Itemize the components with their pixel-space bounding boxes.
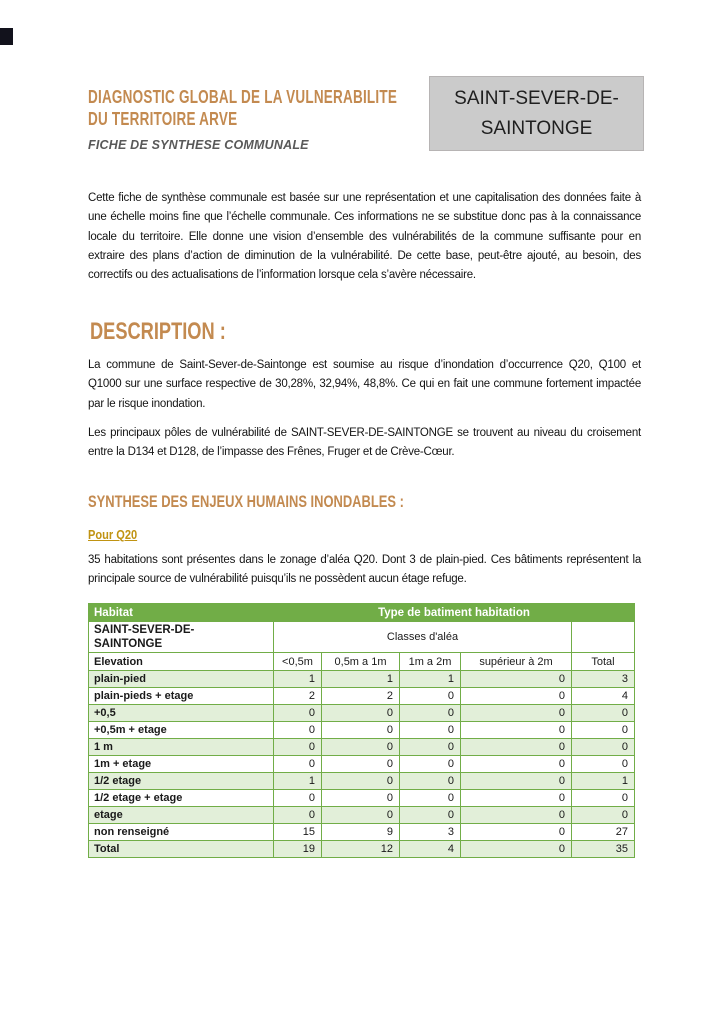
value-cell: 0 — [274, 790, 322, 807]
value-cell: 35 — [572, 841, 635, 858]
table-header-row-3 — [89, 653, 635, 671]
value-cell: 0 — [322, 807, 400, 824]
value-cell: 0 — [400, 790, 461, 807]
value-cell: 0 — [400, 739, 461, 756]
row-label-cell: 1m + etage — [89, 756, 274, 773]
row-label-cell: +0,5 — [89, 705, 274, 722]
value-cell: 12 — [322, 841, 400, 858]
table-row — [89, 790, 635, 807]
table-row — [89, 671, 635, 688]
value-cell: 4 — [572, 688, 635, 705]
row-label-cell: Total — [89, 841, 274, 858]
value-cell: 0 — [461, 756, 572, 773]
value-cell: 0 — [400, 756, 461, 773]
description-paragraph-2: Les principaux pôles de vulnérabilité de SAINT-SEVER-DE-SAINTONGE se trouvent au niveau du croisement entre la D134 et D128, de l’impasse des Frênes, Fruger et de Crève-Cœur. — [88, 427, 641, 459]
row-label-cell: 1/2 etage — [89, 773, 274, 790]
value-cell: 1 — [400, 671, 461, 688]
column-header-cell: 0,5m a 1m — [322, 653, 400, 671]
habitat-table — [88, 603, 635, 858]
value-cell: 0 — [572, 756, 635, 773]
pour-q20-subheading: Pour Q20 — [88, 527, 138, 542]
value-cell: 0 — [400, 773, 461, 790]
value-cell: 0 — [400, 705, 461, 722]
value-cell: 2 — [274, 688, 322, 705]
value-cell: 0 — [274, 739, 322, 756]
value-cell: 19 — [274, 841, 322, 858]
table-corner-header-cell: Habitat — [89, 604, 274, 622]
row-label-cell: plain-pied — [89, 671, 274, 688]
value-cell: 0 — [400, 807, 461, 824]
value-cell: 0 — [400, 688, 461, 705]
value-cell: 0 — [572, 807, 635, 824]
table-classes-alea-cell: Classes d'aléa — [274, 622, 572, 653]
value-cell: 0 — [461, 807, 572, 824]
table-row — [89, 688, 635, 705]
value-cell: 0 — [274, 705, 322, 722]
row-label-cell: +0,5m + etage — [89, 722, 274, 739]
row-label-cell: non renseigné — [89, 824, 274, 841]
value-cell: 0 — [400, 722, 461, 739]
synthese-heading: SYNTHESE DES ENJEUX HUMAINS INONDABLES : — [88, 492, 404, 511]
row-label-cell: plain-pieds + etage — [89, 688, 274, 705]
value-cell: 0 — [461, 841, 572, 858]
value-cell: 0 — [461, 773, 572, 790]
value-cell: 3 — [572, 671, 635, 688]
value-cell: 0 — [322, 739, 400, 756]
commune-name-line2: SAINTONGE — [480, 117, 593, 139]
value-cell: 0 — [461, 671, 572, 688]
column-header-cell: Elevation — [89, 653, 274, 671]
value-cell: 1 — [322, 671, 400, 688]
value-cell: 0 — [461, 688, 572, 705]
value-cell: 0 — [461, 739, 572, 756]
commune-name-box — [429, 76, 644, 151]
column-header-cell: Total — [572, 653, 635, 671]
row-label-cell: etage — [89, 807, 274, 824]
value-cell: 0 — [274, 807, 322, 824]
value-cell: 0 — [322, 756, 400, 773]
column-header-cell: 1m a 2m — [400, 653, 461, 671]
scan-artifact-mark — [0, 28, 13, 45]
value-cell: 0 — [572, 705, 635, 722]
commune-name-line1: SAINT-SEVER-DE- — [454, 87, 619, 109]
table-row — [89, 773, 635, 790]
value-cell: 4 — [400, 841, 461, 858]
value-cell: 1 — [274, 671, 322, 688]
row-label-cell: 1/2 etage + etage — [89, 790, 274, 807]
value-cell: 27 — [572, 824, 635, 841]
value-cell: 0 — [572, 722, 635, 739]
value-cell: 0 — [572, 790, 635, 807]
value-cell: 0 — [322, 705, 400, 722]
value-cell: 0 — [322, 790, 400, 807]
value-cell: 0 — [322, 773, 400, 790]
value-cell: 15 — [274, 824, 322, 841]
table-header-row-2 — [89, 622, 635, 653]
value-cell: 0 — [274, 756, 322, 773]
table-row — [89, 722, 635, 739]
table-header-row-1 — [89, 604, 635, 622]
value-cell: 1 — [274, 773, 322, 790]
value-cell: 0 — [461, 705, 572, 722]
table-empty-cell — [572, 622, 635, 653]
description-paragraph-1: La commune de Saint-Sever-de-Saintonge est soumise au risque d’inondation d’occurrence Q20, Q100 et Q1000 sur une surface respective de 30,28%, 32,94%, 48,8%. Ce qui en fait une commune fortement impactée par le risque inondation. — [88, 359, 641, 410]
value-cell: 1 — [572, 773, 635, 790]
value-cell: 0 — [461, 722, 572, 739]
column-header-cell: <0,5m — [274, 653, 322, 671]
document-title-line2: DU TERRITOIRE ARVE — [88, 109, 238, 129]
value-cell: 9 — [322, 824, 400, 841]
value-cell: 0 — [274, 722, 322, 739]
value-cell: 0 — [572, 739, 635, 756]
table-row — [89, 739, 635, 756]
document-subtitle: FICHE DE SYNTHESE COMMUNALE — [88, 138, 309, 152]
synthese-paragraph: 35 habitations sont présentes dans le zonage d’aléa Q20. Dont 3 de plain-pied. Ces bâtiments représentent la principale source de vulnérabilité puisqu’ils ne possèdent aucun étage refuge. — [88, 554, 641, 586]
description-heading: DESCRIPTION : — [90, 318, 226, 345]
row-label-cell: 1 m — [89, 739, 274, 756]
table-row — [89, 705, 635, 722]
column-header-cell: supérieur à 2m — [461, 653, 572, 671]
table-total-row — [89, 841, 635, 858]
value-cell: 0 — [461, 824, 572, 841]
value-cell: 0 — [322, 722, 400, 739]
value-cell: 2 — [322, 688, 400, 705]
table-span-header-cell: Type de batiment habitation — [274, 604, 635, 622]
document-title-line1: DIAGNOSTIC GLOBAL DE LA VULNERABILITE — [88, 87, 398, 107]
table-row — [89, 756, 635, 773]
table-row — [89, 824, 635, 841]
table-commune-cell: SAINT-SEVER-DE- SAINTONGE — [89, 622, 274, 653]
value-cell: 3 — [400, 824, 461, 841]
intro-paragraph: Cette fiche de synthèse communale est basée sur une représentation et une capitalisation des données faite à une échelle moins fine que l’échelle communale. Ces informations ne se substitue donc pas à la connaissance locale du territoire. Elle donne une vision d’ensemble des vulnérabilités de la commune suffisante pour en extraire des plans d’action de diminution de la vulnérabilité. De cette base, peut-être ajouté, au besoin, des correctifs ou des actualisations de l’information lorsque cela s’avère nécessaire. — [88, 192, 641, 282]
value-cell: 0 — [461, 790, 572, 807]
table-row — [89, 807, 635, 824]
